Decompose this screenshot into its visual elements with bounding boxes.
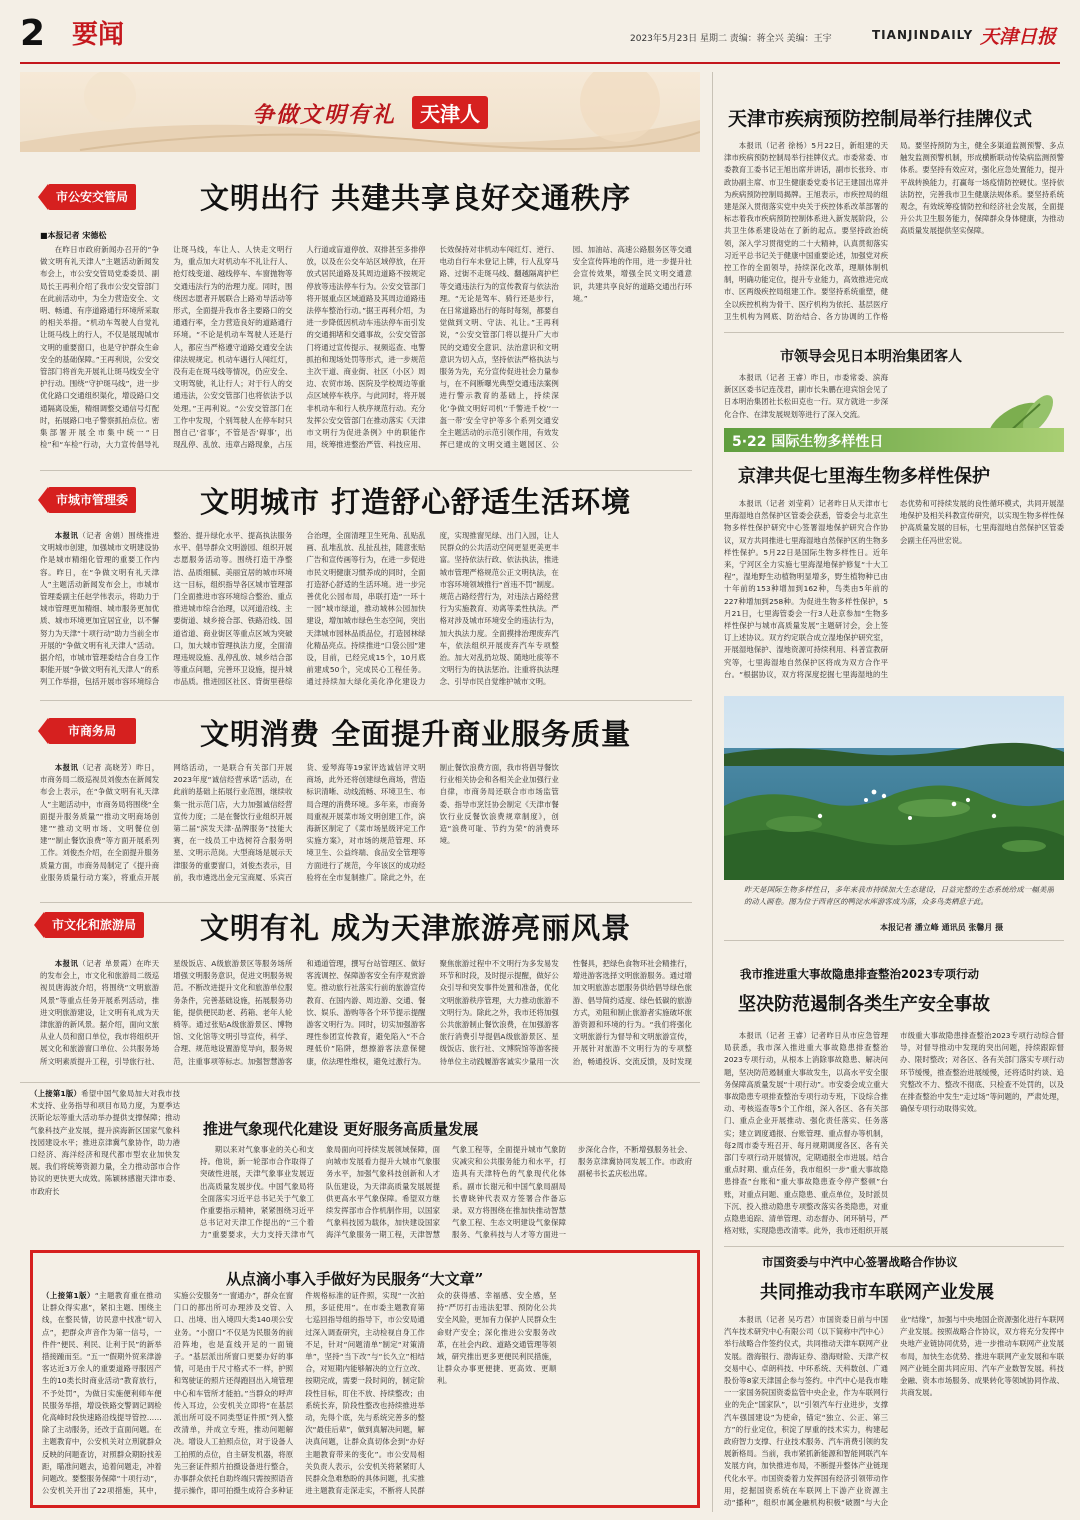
header-rule — [20, 62, 1060, 64]
byline-tourism: 本报讯 — [54, 959, 79, 968]
divider — [40, 470, 692, 471]
article-content-tourism: （记者 单景霞）在昨天的发布会上，市文化和旅游局二级巡视员唐海波介绍，将围绕“文明旅游风景”等重点任务开展系列活动，推进文明旅游建设，让文明有礼成为天津旅游的新风景。据介绍，面向文旅从业人员和窗口单位，我市将组织开展文化和旅游窗口单位、公共服务场所文明素质提升工程，引导旅行社、星级饭店、A级旅游景区等服务场所增强文明服务意识，促进文明服务规范。不断改进提升文化和旅游单位服务条件，完善基础设施，拓展服务功能，提供便民助老、药箱、老年人轮椅等。通过张贴A级旅游景区、博物馆、文化馆等文明引导宣传，科学、合理、规范地设置游览导向，服务规范，注重事项等标志。加强智慧游客和通道管理，撰写台站管理区、做好客流调控、保障游客安全有序观赏游览。推动旅行社落实行前的旅游宣传教育、在国内游、周边游、交通、餐饮、娱乐、游购等各个环节提示提醒游客文明行为。同时，切实加强游客理性参团宣传教育，避免陷入“不合理低价”陷阱，想擦游客法意保健康，依法理性维权，避免过激行为。聚焦旅游过程中不文明行为多发易发环节和时段，及时提示提醒，做好公众引导和突发事件处置和准备，优化文明旅游秩序管理，大力推动旅游不文明行为。除此之外，我市还将加强公共旅游制止餐饮浪费，在加强游客旅行消费引导提倡A级旅游景区、星级饭店、旅行社、文博院馆等游客接待单位主动践履游客诚实少量用一次性餐具，把绿色食物环社会精推行，增进游客选择文明旅游服务。通过增加文明旅游志愿服务供给倡导绿色旅游、倡导简约适度、绿色低碳的旅游方式，劝阻和制止旅游者实施破坏旅游资源和环境的行为。“我们将强化文明旅游行为督导和文明旅游宣传，开展针对旅游不文明行为的专项整治，畅通投诉、交流反馈，及时发现 — [40, 959, 692, 1066]
photo-credit: 本报记者 潘立峰 通讯员 张馨月 摄 — [880, 923, 1004, 932]
article-body-safety — [724, 1030, 1064, 1244]
dept-tag-city: 市城市管理委 — [48, 487, 136, 513]
wetland-photo — [724, 696, 1064, 880]
article-text-boxed — [42, 1290, 556, 1500]
paper-logo: 天津日报 — [980, 26, 1057, 48]
photo-caption-text: 昨天是国际生物多样性日，多年来我市持续加大生态建设，日益完整的生态系统给成一幅美丽的动人画卷。图为位于西青区的鸭淀水库游客成为落，众多鸟类栖息于此。 — [744, 885, 1054, 907]
divider — [40, 700, 692, 701]
headline-biodiversity: 京津共促七里海生物多样性保护 — [738, 466, 990, 487]
biodiversity-banner-text: 5·22 国际生物多样性日 — [732, 434, 884, 450]
column-divider — [712, 72, 713, 1512]
article-content-commerce: （记者 高晓芳）昨日，市商务局二级巡视员刘俊杰在新闻发布会上表示，在“争做文明有礼天津人”主题活动中，市商务局将围绕“全面提升服务质量”“推动文明商场创建”“推动文明市场、文明餐位创建”“制止餐饮浪费”等方面开展系列工作。刘俊杰介绍，在全面提升服务质量方面，市商务局制定了《提升商业服务质量行动方案》，将重点开展网络活动，一是联合有关部门开展2023年度“诚信经营承诺”活动，在此前的基础上拓展行业范围，继续收集一批示范门店，大力加强诚信经营宣传力度；二是在餐饮行业组织开展第二届“滨发天津·品牌服务”技能大赛，在一线员工中选树符合服务明星、文明示范岗。大型商场是展示天津服务的重要窗口，刘俊杰表示，目前，我市遴选出金元宝商厦、乐宾百货、爱琴海等19家评选诚信评文明商场，此外还将创建绿色商场，营造标识清晰、动线流畅、环境卫生、布局合理的消费环境。多年来，市商务局重视开展菜市场文明创建工作，滨海新区制定了《菜市场星级评定工作实施方案》，对市场的规范管理、环境卫生、公益终端、食品安全管理等方面进行了规范，今年该区的成功经验将在全市复制推广。除此之外，在制止餐饮浪费方面，我市将倡导餐饮行业相关协会和各相关企业加强行业自律，市商务局还联合市市场监管委、指导市烹饪协会制定《天津市餐饮行业反餐饮浪费规章制度》，创造“浪费可耻、节约为荣”的消费环境。 — [40, 763, 559, 882]
byline-commerce: 本报讯 — [54, 763, 79, 772]
divider — [20, 1082, 700, 1083]
dept-tag-traffic: 市公安交管局 — [48, 184, 136, 210]
biodiversity-banner — [724, 428, 1064, 452]
article-text-vehicle: 本报讯（记者 吴巧君）市国资委日前与中国汽车技术研究中心有限公司（以下简称中汽中心）举行战略合作签约仪式，共同推动天津车联网产业发展。渤海银行、渤海证券、渤海财险、天津产权交易中心、卓朗科技、中环系统、天科数创、广通股份等8家天津国企参与签约。中汽中心是我市唯一一家国务院国资委监管中央企业，作为车联网行业的先企“国家队”，以“引领汽车行业进步，支撑汽车强国建设”为使命，锚定“独立、公正、第三方”的行业定位，积淀了厚重的技术实力，构建起政府智力支撑、行业技术服务、汽车消费引领的发展新格局。当前，我市紧抓新能源和智能网联汽车发展方向，加快推进布局，不断提升整体产业链现代化水平。市国资委着力发挥国有经济引领带动作用，挖掘国资系统在车联网上下游产业资源主动“播种”，组织市属金融机构积极“破圈”与大企业“结缘”，加强与中央地国企资源强化进行车联网产业发展。按照战略合作协议，双方将充分发挥中央地产业链协同优势，进一步推动车联网产业发展布局，加快生态优势、推进车联网产业发展和车联网产业链全面共同应用、汽车产业数智发展。科技金融、资本市场服务、成果转化等领域协同作战、共商发展。 — [724, 1315, 1064, 1508]
wetland-photo-art — [724, 696, 1064, 880]
kicker-safety: 我市推进重大事故隐患排查整治2023专项行动 — [740, 967, 980, 981]
dept-tag-commerce: 市商务局 — [48, 718, 136, 744]
jump-story-content: 希望中国气象局加大对我市技术支持、业务指导和项目布局力度，为夏季达沃斯论坛等重大活动举办提供支撑保障；推动气象科技产业发展，提升滨海新区国家气象科技园建设水平；推进京津冀气象协作，助力港口经济、海洋经济和现代都市型农业加快发展。我们将统筹资源力量，全力推动部市合作协议的更快更大成效。陈颖林感谢天津市委、市政府长 — [30, 1089, 180, 1196]
article-text-biodiversity: 本报讯（记者 刘莹莉）记者昨日从天津市七里海湿地自然保护区管委会获悉，管委会与北京生物多样性保护研究中心签署湿地保护研究合作协议，双方共同推进七里海湿地自然保护区的生物多样性保护。5月22日是国际生物多样性日。近年来，宁河区全力实施七里海湿地保护修复“十大工程”，湿地野生动植物明显增多，野生植物种已由十年前的153种增加到162种，鸟类由5年前的227种增加到258种。为促进生物多样性保护，5月21日，七里海管委会一行3人赴京参加“生物多样性保护与城市高质量发展”主题研讨会，会上签订上述协议。双方约定联合成立湿地保护研究室，开展湿地保护、湿地资源可持续利用、科普宣教研究等，七里海湿地自然保护区将成为双方合作平台。“根据协议，双方将深度挖掘七里海湿地的生态优势和可持续发展的良性循环模式，共同开展湿地保护及相关科教宣传研究，以实现生物多样性保护高质量发展的目标，七里海湿地自然保护区管委会副主任冯世宏说。 — [724, 499, 1064, 679]
article-text-weather: 期以来对气象事业的关心和支持。他说，新一轮部市合作取得了突破性进展，天津气象事业发展迈出高质量发展步伐。中国气象局将全面落实习近平总书记关于气象工作重要指示精神，紧紧围绕习近平总书记对天津工作提出的“三个着力”重要要求，大力支持天津市气象局面向可持续发展领域保障，面向城市发展看力提升大城市气象服务水平，加强气象科技创新和人才队伍建设，为天津高质量发展展提供更高水平气象保障。希望双方继续发挥部市合作机制作用，以国家气象科技园为载体，加快建设国家海洋气象服务一期工程，天津智慧气象工程等，全面提升城市气象防灾减灾和公共服务能力和水平，打造具有天津特色的气象现代化体系。副市长谢元和中国气象局副局长曹晓钟代表双方签署合作备忘录。双方将围绕在推加快推动智慧气象工程、生态文明建设气象保障服务、气象科技与人才等方面进一步深化合作，不断增强服务社会、服务京津冀协同发展工作。市政府副秘书长孟庆松出席。 — [200, 1145, 692, 1240]
page-number: 2 — [20, 13, 46, 54]
divider — [40, 902, 692, 903]
article-body-cdc — [724, 140, 1064, 326]
dept-tag-tourism: 市文化和旅游局 — [44, 912, 144, 938]
banner-slogan: 争做文明有礼 — [252, 102, 397, 128]
headline-tourism: 文明有礼 成为天津旅游亮丽风景 — [200, 911, 632, 945]
headline-traffic: 文明出行 共建共享良好交通秩序 — [200, 181, 632, 215]
article-text-tourism — [40, 958, 692, 1078]
article-body-weather — [200, 1144, 692, 1244]
article-text-cdc: 本报讯（记者 徐杨）5月22日，新组建的天津市疾病预防控制局举行挂牌仪式。市委常委、市委教育工委书记王旭出席并讲话，副市长张玲、市政协副主席、市卫生健康委党委书记王建国出席并为疾病预防控制局揭牌。王旭表示，市疾控局的组建是深入贯彻落实党中央关于疾控体系改革部署的标志着我市疾病预防控制体系进入新发展阶段，公共卫生体系建设站在了新的起点。要坚持政治统领，深入学习贯彻党的二十大精神，认真贯彻落实习近平总书记关于健康中国重要论述，加强党对疾控工作的全面领导，持续深化改革，理顺体制机制，明确功能定位，提升专业能力，高效推进完成市、区两级疾控局组建工作。要坚持系统重塑，健全以疾控机构为骨干、医疗机构为依托、基层医疗卫生机构为网底、防治结合、各方协调的工作格局。要坚持预防为主，健全多渠道监测预警、多点触发监测预警机制，形成横断联动传染病监测预警体系。要坚持有效应对，强化应急处置能力，提升平战转换能力，打赢每一场疫情防控硬仗。坚持依法防控，完善我市卫生健康法规体系。要坚持系统观念，有效统筹疫情防控和经济社会发展，全面提升公共卫生服务能力，保障群众身体健康，为推动高质量发展提供坚实保障。 — [724, 141, 1064, 321]
divider — [724, 1246, 1064, 1247]
section-name: 要闻 — [72, 20, 125, 50]
boxed-label: （上接第1版） — [42, 1291, 95, 1300]
issue-info: 2023年5月23日 星期二 责编：蒋全兴 美编：王宇 — [630, 34, 832, 44]
article-text-city — [40, 530, 559, 692]
article-body-vehicle — [724, 1314, 1064, 1510]
article-text-japan: 本报讯（记者 王睿）昨日，市委常委、滨海新区区委书记连茂君，副市长朱鹏在迎宾馆会见了日本明治集团社长松田克也一行。双方就进一步深化合作、在津发展规划等进行了深入交流。 — [724, 373, 888, 419]
photo-caption — [744, 884, 1054, 910]
article-content-city: （记者 舍娟）围绕推进文明城市创建，加强城市文明建设协作是城市精细化管理的重要工作内容。昨日，在“争做文明有礼天津人”主题活动新闻发布会上，市城市管理委副主任赵学伟表示，将助力于城市管理更加精细、城市服务更加优质、城市环境更加宜居宜业，以不懈努力为天津“十项行动”助力当前全市开展的“争做文明有礼天津人”活动。据介绍，市城市管理委结合自身工作职能开展“争做文明有礼天津人”的系列工作举措，包括开展市容环境综合整治、提升绿化水平、提高执法服务水平、倡导群众文明游园、组织开展志愿服务活动等。围绕打造干净整洁、品质细腻、美丽宜居的城市环境这一目标，组织指导各区城市管理部门全面推进市容环境综合整治、重点推进城市综合治理，以河道沿线、主要街道、城乡接合部、铁路沿线、国道省道、商业街区等重点区域为突破口，加大城市管理执法力度，全面清理违规设施、乱停乱放、城乡结合部等重点问题，完善环卫设施，提升城市品质。推进园区社区、背街里巷综合治理，全面清理卫生死角、乱贴乱画、乱堆乱放、乱扯乱挂，随意张贴广告和宣传画等行为，在进一步促进市民文明健康习惯养成的同时，全面打造舒心舒适的生活环境。进一步完善优化公园布局，串联打造“一环十一园”城市绿道，推动城林公园加快建设，增加城市绿色生态空间，突出天津城市园林品质品位，打造园林绿化精品亮点。持续推进“口袋公园”建设，目前，已经完成15个，10月底前建成50个，完成民心工程任务。通过持续加大绿化美化净化建设力度，实现推窗见绿、出门入园，让人民群众的公共活动空间更显更美更丰富。坚持依法行政、依法执法，推进城市管理严格规范公正文明执法，在市容环境领域推行“首违不罚”制度。规范占路经营行为，对违法占路经营行为实施教育、劝离等柔性执法。严格对涉及城市环境安全的违法行为，加大执法力度。全面摸排治理废弃汽车，依法组织开展废弃汽车专项整治。加大对乱扔垃圾、随地吐痰等不文明行为的执法惩治。注重将执法理念、引导市民自觉维护城市文明。 — [40, 531, 559, 687]
jump-story-text — [30, 1088, 180, 1198]
campaign-banner — [20, 72, 700, 152]
article-body-commerce — [40, 762, 692, 896]
banner-slogan-highlight: 天津人 — [412, 96, 488, 129]
article-body-traffic — [40, 244, 692, 460]
divider — [724, 940, 1064, 941]
kicker-vehicle: 市国资委与中汽中心签署战略合作协议 — [762, 1255, 958, 1269]
article-body-tourism — [40, 958, 692, 1078]
headline-weather: 推进气象现代化建设 更好服务高质量发展 — [203, 1120, 479, 1138]
divider — [724, 332, 1064, 333]
headline-city: 文明城市 打造舒心舒适生活环境 — [200, 485, 632, 519]
article-body-biodiversity — [724, 498, 1064, 690]
jump-label: （上接第1版） — [30, 1089, 82, 1098]
byline-city: 本报讯 — [54, 531, 79, 540]
jump-story — [30, 1088, 180, 1248]
article-text-safety: 本报讯（记者 王睿）记者昨日从市应急管理局获悉，我市深入推进重大事故隐患排查整治2023专项行动，从根本上消除事故隐患、解决问题，坚决防范遏制重大事故发生，以高水平安全服务保障高质量发展“十项行动”。市安委会成立重大事故隐患专项排查整治专项行动专班，下设综合推动、考核巡查等5个工作组，深入各区、各有关部门、重点企业开展推动、强化责任落实、任务落实；建立调度通报、台账管理、重点督办等机制，每2周市委专班召开、每月规期调度各区、各有关部门专项行动开展情况，定期通报全市进展。结合重点时期、重点任务，我市组织一步“重大事故隐患排查”台账和“重大事故隐患查令停产整顿”台账，对重点问题、重点隐患、重点单位，及时派员下沉、投入推动隐患专项整改落实各类隐患，对重点隐患追踪、清单管理、动态督办、闭环销号，严格对账，实现隐患改清零。此外，我市还组织开展市级重大事故隐患排查整治2023专项行动综合督导，对督导推动中发现的突出问题，持续跟踪督办、限时整改；对各区、各有关部门落实专项行动环节缓慢，推查整治进展缓慢，还将适时约谈、追究整改不力、整改不彻底、只检查不处罚的，以及在排查整治中发生“走过场”等问题的，严肃处理，确保专项行动取得实效。 — [724, 1031, 1064, 1236]
paper-latin-name: TIANJINDAILY — [872, 28, 974, 42]
headline-boxed: 从点滴小事入手做好为民服务“大文章” — [226, 1270, 484, 1288]
headline-japan: 市领导会见日本明治集团客人 — [780, 349, 962, 365]
headline-vehicle: 共同推动我市车联网产业发展 — [760, 1282, 994, 1303]
article-text-commerce — [40, 762, 559, 896]
article-content-boxed: “主题教育重在推动让群众得实惠”，紧扣主题、围绕主线，在整民情，访民意中找准“切入点”，把群众声音作为第一信号，一件件“便民、利民、让利于民”的新举措接踵而至。“五一”假期外贸来津游客达近3万余人的重要道路寻服因产生的10类长时商业活动“教育放行，不予处罚”，为做日实施便利师车便民服务举措，增设铁路交警调记调检化高峰时段快速路沿线提导管控……除了主动服务，还改于直面问题。在主题教育中，公安机关对立刑就群众反映的问题查访，对照群众期盼找差距，瞄准问题去，追着问题走，冲着问题改。要整服务保障“十项行动”，公安机关开出了22项措施，其中，实施公安服务“一窗通办”，群众在窗门口的都出所可办理涉及交管、入口、出境、出入境四大类140项公安业务。“小窗口”不仅是为民服务的前沿阵地，也是直线开足的一面镜子。“基层派出所窗口更要办好的事情，可是由于尺寸格式不一样，护照和驾驶证的照片还得跑回出入境管理中心和车管所才能拍。”当群众的呼声传入耳边，公安机关立即将“在基层派出所可设不同类型证件照”列入整改清单，并成立专班，推动问题解决。增设人工拍照点位，对于设备人工拍照的点位，自主研发机器，将原先三套证件照片拍摄设备进行整合，办事群众依托自助终端只需按照语音提示操作，即可拍摄生成符合多种证件规格标准的证件照，实现“一次拍照，多证使用”。在市委主题教育第七巡回指导组的指导下，市公安局通过深入调查研究，主动检视自身工作不足，针对“问题清单”制定“对策清单”，坚持“当下改”与“长久立”相结合，对短期内能够解决的立行立改、按期完成，需要一段时间的，制定阶段性目标，盯住不放、持续整改；由系统长弃，阶段性整改也持续推进举动，先得个底，先与系统完善多的整次“最佳后辈”，做到真解决问题，解决真问题，让群众真切体会到“办好主题教育带来的变化”。市公安局相关负责人表示，公安机关将紧紧盯人民群众急难愁盼的具体问题，扎实推进主题教育走深走实，不断将人民群众的获得感、幸福感、安全感，坚持“严厉打击违法犯罪、预防化公共安全风险，更加有力保护人民群众生命财产安全；深化推进公安服务改革，在社会内政、道路交通管理等领域，研究推出更多更便民利民措施，让群众办事更便捷、更高效、更顺利。 — [42, 1291, 557, 1496]
byline-traffic: ■本报记者 宋德松 — [40, 231, 107, 240]
headline-safety: 坚决防范遏制各类生产安全事故 — [738, 994, 990, 1015]
headline-cdc: 天津市疾病预防控制局举行挂牌仪式 — [728, 108, 1033, 130]
article-text-traffic: 在昨日市政府新闻办召开的“争做文明有礼天津人”主题活动新闻发布会上，市公安交管局党委委员、副局长王再利介绍了我市公安交管部门在此前活动中，为全力营造安全、文明、畅通、有序道路通行环境所采取的相关举措。“机动车驾驶人自觉礼让斑马线上的行人，不仅是展现城市文明的重要窗口，也是守护群众生命安全的基础保障。”王再利说，公安交管部门将首先开展礼让斑马线安全守护行动。围绕“守护斑马线”，进一步优化路口交通组织渠化，增设路口交通隔离设施，精细调整交通信号灯配时，拓展路口电子警察抓拍点位。密集部署开展全市集中统一“日检”和“车检”行动，大力宣传倡导礼让斑马线，车让人、人快走文明行为，重点加大对机动车不礼让行人、抢灯线变道、越线停车、车窗抛物等交通违法行为的治理力度。同时，围绕因志愿者开展联合上路劝导活动等形式，全面提升我市各主要路口的交通通行率，全力营造良好的道路通行环境。“不论是机动车驾驶人还是行人，都应当严格遵守道路交通安全法律法规规定。机动车遇行人闯红灯，没有走在斑马线等情况，仍应安全、文明驾驶，礼让行人；对于行人的交通违法，公安交管部门也将依法予以处理。”王再利说。“公安交管部门在工作中发现，个别驾驶人在停车时只图自己‘省事’，不管是否‘碍事’，出现乱停、乱放、违章占路现象，占压人行道或盲道停放、双排甚至多排停放，以及在公交车站区域停放，在开放式居民道路及其周边道路不按规定停放等违法停车行为。公安交管部门将开展重点区域道路及其周边道路违法停车整治行动。”据王再利介绍，为进一步降低因机动车违法停车而引发的交通拥堵和交通事故，公安交管部门将通过宣传提示、视频巡查、电警抓拍和现场处罚等形式，进一步规范主次干道、商业街、社区（小区）周边、农贸市场、医院及学校周边等重点区域停车秩序。与此同时，将开展非机动车和行人秩序规范行动。充分发挥公安交管部门在推动落实《天津市文明行为促进条例》中的职能作用，统筹推进整治严管、科技应用、长效保持对非机动车闯红灯、逆行、电动自行车未登记上牌，行人乱穿马路、过街不走斑马线、翻越隔离护栏等交通违法行为的宣传教育与依法治理。“无论是驾车、骑行还是步行，在日常道路出行的每时每刻，都要自觉做到文明、守法、礼让。”王再利说，“公安交管部门将以提升广大市民的交通安全意识、法治意识和文明意识为切入点，坚持依法严格执法与服务为先，充分宣传促进社会力量参与，在不间断曝光典型交通违法案例进行警示教育的基础上，持续深化‘争做文明好司机’‘千警进千校’‘一盔一带’安全守护等多个系列交通安全主题活动的示范引领作用，有效发挥已建成的文明交通主题园区、公园、加油站、高速公路服务区等交通安全宣传阵地的作用，进一步提升社会宣传效果，增强全民文明交通意识，共建共享良好的道路交通出行环境。” — [40, 245, 692, 450]
article-body-boxed — [42, 1290, 688, 1500]
headline-commerce: 文明消费 全面提升商业服务质量 — [200, 717, 632, 751]
article-body-city — [40, 530, 692, 692]
